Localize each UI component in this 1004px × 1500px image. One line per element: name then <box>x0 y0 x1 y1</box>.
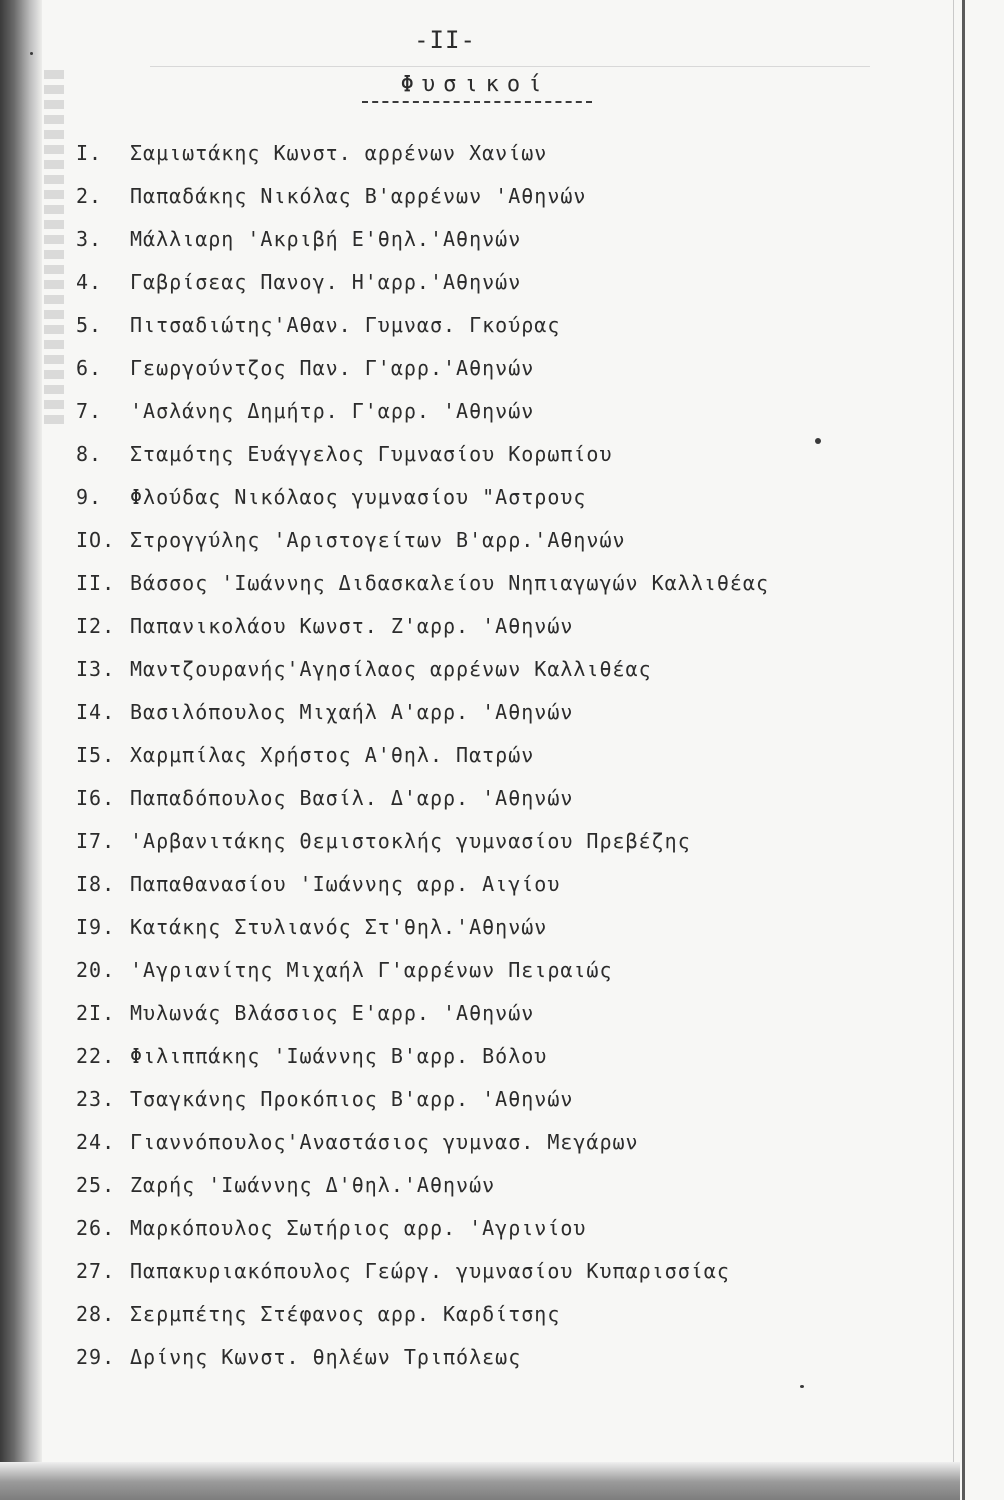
list-item <box>76 1078 936 1121</box>
entry-text: Παπαδάκης Νικόλας Β'αρρένων 'Αθηνών <box>130 184 587 208</box>
entry-text: Σταμότης Ευάγγελος Γυμνασίου Κορωπίου <box>130 442 613 466</box>
entry-number: I6. <box>76 786 116 810</box>
list-item <box>76 1207 936 1250</box>
entry-text: Παπαθανασίου 'Ιωάννης αρρ. Αιγίου <box>130 872 561 896</box>
margin-binding-line <box>962 0 965 1500</box>
entry-number: 5. <box>76 313 103 337</box>
entry-text: Φλούδας Νικόλαος γυμνασίου "Αστρους <box>130 485 587 509</box>
entry-number: 25. <box>76 1173 116 1197</box>
entry-text: Παπανικολάου Κωνστ. Ζ'αρρ. 'Αθηνών <box>130 614 574 638</box>
entry-number: I7. <box>76 829 116 853</box>
entry-number: 2I. <box>76 1001 116 1025</box>
entry-text: Μαρκόπουλος Σωτήριος αρρ. 'Αγρινίου <box>130 1216 587 1240</box>
entry-text: Μάλλιαρη 'Ακριβή Ε'θηλ.'Αθηνών <box>130 227 522 251</box>
list-item <box>76 734 936 777</box>
entry-text: Χαρμπίλας Χρήστος Α'θηλ. Πατρών <box>130 743 535 767</box>
entry-text: Σερμπέτης Στέφανος αρρ. Καρδίτσης <box>130 1302 561 1326</box>
list-item <box>76 863 936 906</box>
entry-number: 23. <box>76 1087 116 1111</box>
scan-bottom-edge <box>0 1462 960 1500</box>
list-item <box>76 390 936 433</box>
entry-number: 29. <box>76 1345 116 1369</box>
entry-text: Στρογγύλης 'Αριστογείτων Β'αρρ.'Αθηνών <box>130 528 626 552</box>
list-item <box>76 648 936 691</box>
list-item <box>76 562 936 605</box>
entry-number: 4. <box>76 270 103 294</box>
entry-text: Σαμιωτάκης Κωνστ. αρρένων Χανίων <box>130 141 548 165</box>
entry-number: 28. <box>76 1302 116 1326</box>
list-item <box>76 218 936 261</box>
list-item <box>76 820 936 863</box>
list-item <box>76 1035 936 1078</box>
ink-dot <box>30 52 33 55</box>
list-item <box>76 476 936 519</box>
entry-text: Γεωργούντζος Παν. Γ'αρρ.'Αθηνών <box>130 356 535 380</box>
list-item <box>76 992 936 1035</box>
entry-text: 'Αγριανίτης Μιχαήλ Γ'αρρένων Πειραιώς <box>130 958 613 982</box>
entry-text: 'Αρβανιτάκης Θεμιστοκλής γυμνασίου Πρεβέζης <box>130 829 691 853</box>
entry-text: Γιαννόπουλος'Αναστάσιος γυμνασ. Μεγάρων <box>130 1130 639 1154</box>
entry-number: I3. <box>76 657 116 681</box>
entry-text: Δρίνης Κωνστ. θηλέων Τριπόλεως <box>130 1345 522 1369</box>
list-item <box>76 691 936 734</box>
entry-number: I8. <box>76 872 116 896</box>
entry-text: Φιλιππάκης 'Ιωάννης Β'αρρ. Βόλου <box>130 1044 548 1068</box>
ink-dot <box>815 438 821 444</box>
scan-left-edge <box>0 0 42 1500</box>
entry-number: I5. <box>76 743 116 767</box>
entry-text: Παπαδόπουλος Βασίλ. Δ'αρρ. 'Αθηνών <box>130 786 574 810</box>
entry-number: 22. <box>76 1044 116 1068</box>
entry-text: Πιτσαδιώτης'Αθαν. Γυμνασ. Γκούρας <box>130 313 561 337</box>
list-item <box>76 906 936 949</box>
entry-text: Κατάκης Στυλιανός Στ'θηλ.'Αθηνών <box>130 915 548 939</box>
entry-text: Μαντζουρανής'Αγησίλαος αρρένων Καλλιθέας <box>130 657 652 681</box>
entry-number: 27. <box>76 1259 116 1283</box>
heading-underline <box>362 101 592 103</box>
list-item <box>76 1164 936 1207</box>
entry-text: Ζαρής 'Ιωάννης Δ'θηλ.'Αθηνών <box>130 1173 496 1197</box>
list-item <box>76 519 936 562</box>
entry-number: I. <box>76 141 103 165</box>
entry-number: I4. <box>76 700 116 724</box>
entry-text: Βασιλόπουλος Μιχαήλ Α'αρρ. 'Αθηνών <box>130 700 574 724</box>
entry-number: IO. <box>76 528 116 552</box>
list-item <box>76 1293 936 1336</box>
list-item <box>76 949 936 992</box>
entry-number: II. <box>76 571 116 595</box>
list-item <box>76 1121 936 1164</box>
entry-number: 24. <box>76 1130 116 1154</box>
entry-text: 'Ασλάνης Δημήτρ. Γ'αρρ. 'Αθηνών <box>130 399 535 423</box>
entry-text: Μυλωνάς Βλάσσιος Ε'αρρ. 'Αθηνών <box>130 1001 535 1025</box>
list-item <box>76 777 936 820</box>
entry-number: I2. <box>76 614 116 638</box>
margin-line-faint <box>953 0 954 1500</box>
list-item <box>76 605 936 648</box>
list-item <box>76 1250 936 1293</box>
list-item <box>76 261 936 304</box>
list-item <box>76 433 936 476</box>
list-item <box>76 347 936 390</box>
list-item <box>76 1336 936 1379</box>
list-item <box>76 304 936 347</box>
list-item <box>76 132 936 175</box>
entry-number: 26. <box>76 1216 116 1240</box>
ink-dot <box>800 1385 804 1388</box>
entry-number: I9. <box>76 915 116 939</box>
entry-text: Τσαγκάνης Προκόπιος Β'αρρ. 'Αθηνών <box>130 1087 574 1111</box>
entry-number: 9. <box>76 485 103 509</box>
entry-number: 20. <box>76 958 116 982</box>
entry-text: Γαβρίσεας Πανογ. Η'αρρ.'Αθηνών <box>130 270 522 294</box>
list-item <box>76 175 936 218</box>
entry-text: Παπακυριακόπουλος Γεώργ. γυμνασίου Κυπαρισσίας <box>130 1259 730 1283</box>
page-number: -II- <box>414 26 476 54</box>
entry-number: 7. <box>76 399 103 423</box>
bleed-through-line <box>150 66 870 67</box>
entry-number: 3. <box>76 227 103 251</box>
faded-side-stamp <box>44 70 64 430</box>
entry-list <box>76 132 936 1379</box>
entry-number: 6. <box>76 356 103 380</box>
section-heading: Φυσικοί <box>400 72 550 97</box>
entry-text: Βάσσος 'Ιωάννης Διδασκαλείου Νηπιαγωγών Καλλιθέας <box>130 571 770 595</box>
entry-number: 2. <box>76 184 103 208</box>
entry-number: 8. <box>76 442 103 466</box>
